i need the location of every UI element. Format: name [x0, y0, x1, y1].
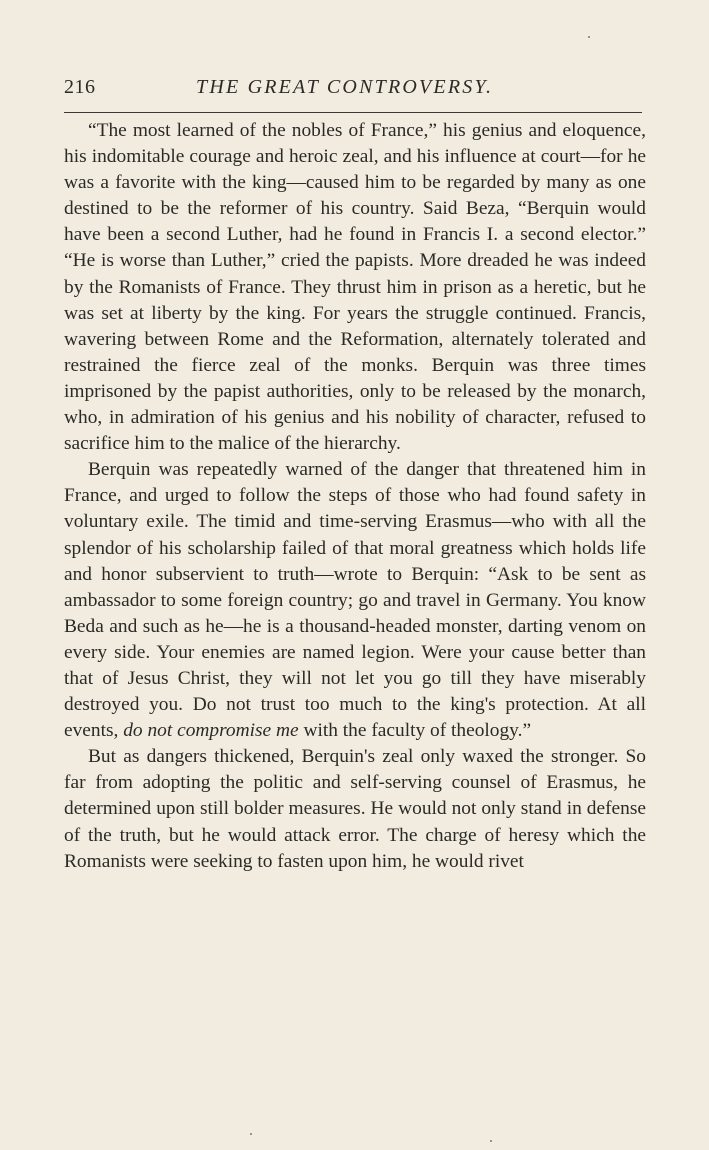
paragraph-2-text-before: Berquin was repeatedly warned of the danger that threatened him in France, and urged to follow the steps of those who had found safety in voluntary exile. The timid and time-serving Erasmus—who with all the splendor of his scholarship failed of that moral greatness which holds life and honor subservient to truth—wrote to Berquin: “Ask to be sent as ambassador to some foreign country; go and travel in Germany. You know Beda and such as he—he is a thousand-headed monster, darting venom on every side. Your enemies are named legion. Were your cause better than that of Jesus Christ, they will not let you go till they have miserably destroyed you. Do not trust too much to the king's protection. At all events,	[64, 459, 646, 742]
page-number: 216	[64, 76, 96, 98]
paper-speck	[250, 1133, 252, 1135]
header-rule	[64, 112, 642, 113]
paper-speck	[588, 36, 590, 38]
running-title: THE GREAT CONTROVERSY.	[196, 76, 494, 98]
paragraph-2-emphasis: do not compromise me	[123, 720, 299, 742]
paragraph-2	[64, 457, 646, 744]
paper-speck	[490, 1140, 492, 1142]
paragraph-1: “The most learned of the nobles of France,” his genius and eloquence, his indomitable courage and heroic zeal, and his influence at court—for he was a favorite with the king—caused him to be regarded by many as one destined to be the reformer of his country. Said Beza, “Berquin would have been a second Luther, had he found in Francis I. a second elector.” “He is worse than Luther,” cried the papists. More dreaded he was indeed by the Romanists of France. They thrust him in prison as a heretic, but he was set at liberty by the king. For years the struggle continued. Francis, wavering between Rome and the Reformation, alternately tolerated and restrained the fierce zeal of the monks. Berquin was three times imprisoned by the papist authorities, only to be released by the monarch, who, in admiration of his genius and his nobility of character, refused to sacrifice him to the malice of the hierarchy.	[64, 120, 646, 455]
body-text	[64, 118, 646, 875]
paragraph-2-text-after: with the faculty of theology.”	[298, 720, 532, 742]
paragraph-3: But as dangers thickened, Berquin's zeal only waxed the stronger. So far from adopting the politic and self-serving counsel of Erasmus, he determined upon still bolder measures. He would not only stand in defense of the truth, but he would attack error. The charge of heresy which the Romanists were seeking to fasten upon him, he would rivet	[64, 746, 646, 872]
page-header	[64, 76, 644, 100]
